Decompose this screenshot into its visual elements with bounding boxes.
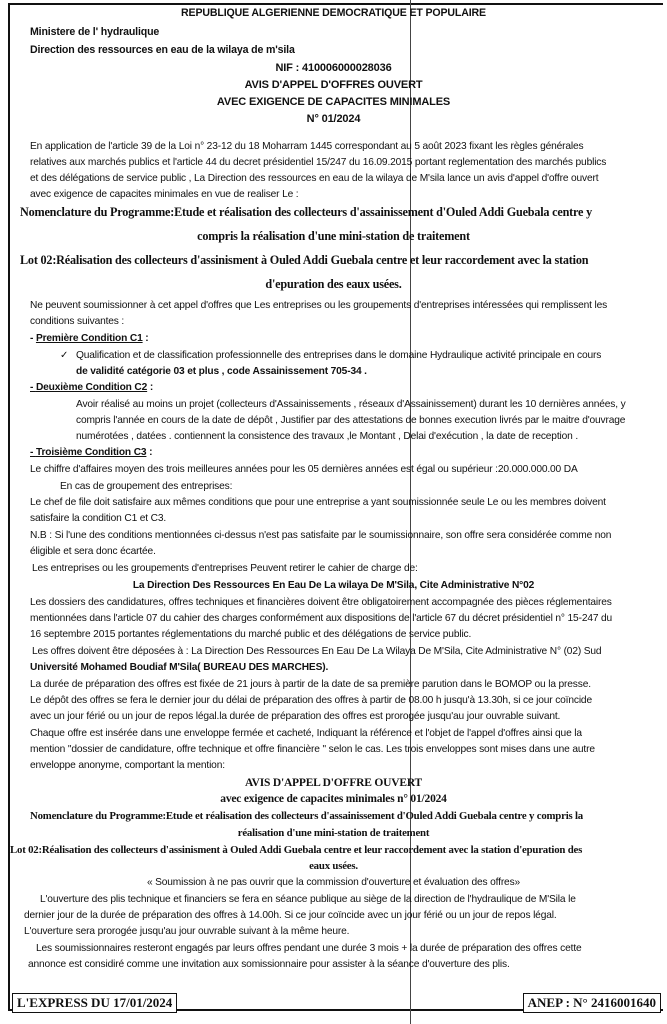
opening-line: dernier jour de la durée de préparation des offres à 14.00h. Si ce jour coïncide avec un jour férié ou un jour de repos légal. <box>24 910 557 921</box>
c1-line: de validité catégorie 03 et plus , code Assainissement 705-34 . <box>76 366 367 377</box>
opening-line: L'ouverture sera prorogée jusqu'au jour ouvrable suivant à la même heure. <box>24 926 350 937</box>
eligibility-line: conditions suivantes : <box>30 316 125 327</box>
opening-line: L'ouverture des plis technique et financiers se fera en séance publique au siège de la direction de l'hydraulique de M'Sila le <box>40 894 576 905</box>
c3-line: Le chef de file doit satisfaire aux mêmes conditions que pour une entreprise a yant soumissionnée seule Le ou les membres doivent <box>30 497 606 508</box>
condition-c3-label: Troisième Condition C3 <box>35 447 147 458</box>
body-line: mentionnées dans l'article 07 du cahier des charges conformément aux dispositions de l'article 67 du décret présidentiel n° 15-247 du <box>30 613 613 624</box>
condition-c3-heading: - Troisième Condition C3 : <box>30 447 153 458</box>
envelope-title: AVIS D'APPEL D'OFFRE OUVERT <box>244 777 423 789</box>
program-line: Nomenclature du Programme:Etude et réalisation des collecteurs d'assainissement d'Ouled Addi Guebala centre y <box>20 205 592 219</box>
c2-line: numérotées , datées . contiennent la consistence des travaux ,le Montant , Delai d'exécution , la date de reception . <box>76 431 579 442</box>
body-line: mention "dossier de candidature, offre technique et offre financière " selon le cas. Les trois enveloppes sont mises dans une autre <box>30 744 595 755</box>
nif: NIF : 410006000028036 <box>275 62 392 74</box>
condition-c1-heading: - Première Condition C1 : <box>30 333 149 344</box>
body-line: enveloppe anonyme, comportant la mention: <box>30 760 225 771</box>
envelope-subtitle: avec exigence de capacites minimales n° 01/2024 <box>220 793 447 805</box>
envelope-program: réalisation d'une mini-station de traitement <box>237 827 430 839</box>
body-line: Université Mohamed Boudiaf M'Sila( BUREAU DES MARCHES). <box>30 662 329 673</box>
retrieval-line: Les entreprises ou les groupements d'entreprises Peuvent retirer le cahier de charge de: <box>32 563 418 574</box>
envelope-program: Nomenclature du Programme:Etude et réalisation des collecteurs d'assainissement d'Ouled Addi Guebala centre y compris la <box>30 810 584 822</box>
envelope-lot: Lot 02:Réalisation des collecteurs d'assinisment à Ouled Addi Guebala centre et leur raccordement avec la station d'epuration des <box>10 844 583 856</box>
intro-line: avec exigence de capacites minimales en vue de realiser Le : <box>30 189 299 200</box>
notice-title: AVIS D'APPEL D'OFFRES OUVERT <box>244 79 423 91</box>
direction: Direction des ressources en eau de la wilaya de m'sila <box>30 44 295 56</box>
eligibility-line: Ne peuvent soumissionner à cet appel d'offres que Les entreprises ou les groupements d'entreprises intéressées qui remplissent les <box>30 300 608 311</box>
body-line: Les dossiers des candidatures, offres techniques et financières doivent être obligatoirement accompagnée des pièces réglementaires <box>30 597 612 608</box>
c3-line: Le chiffre d'affaires moyen des trois meilleures années pour les 05 dernières années est égal ou supérieur :20.000.000.00 DA <box>30 464 578 475</box>
checkmark-icon: ✓ <box>60 350 69 361</box>
notice-subtitle: AVEC EXIGENCE DE CAPACITES MINIMALES <box>216 96 451 108</box>
intro-line: relatives aux marchés publics et l'article 44 du decret présidentiel 15/247 du 16.09.2015 portant reglementation des marchés publics <box>30 157 607 168</box>
envelope-lot: eaux usées. <box>309 860 358 872</box>
body-line: Les offres doivent être déposées à : La Direction Des Ressources En Eau De La Wilaya De M'Sila, Cite Administrative N° (02) Sud <box>32 646 602 657</box>
intro-line: et des délégations de service public , La Direction des ressources en eau de la wilaya de M'sila lance un avis d'appel d'offre ouvert <box>30 173 599 184</box>
body-line: La durée de préparation des offres est fixée de 21 jours à partir de la date de sa première parution dans le BOMOP ou la presse. <box>30 679 591 690</box>
notice-number: N° 01/2024 <box>306 113 361 125</box>
newspaper-date: L'EXPRESS DU 17/01/2024 <box>12 993 177 1013</box>
retrieval-address: La Direction Des Ressources En Eau De La wilaya De M'Sila, Cite Administrative N°02 <box>132 580 535 591</box>
body-line: Le dépôt des offres se fera le dernier jour du délai de préparation des offres à partir de 08.00 h jusqu'à 13.30h, si ce jour coïncide <box>30 695 592 706</box>
lot-line: d'epuration des eaux usées. <box>265 277 402 291</box>
condition-c1-label: Première Condition C1 <box>35 333 143 344</box>
c2-line: compris l'année en cours de la date de dépôt , Justifier par des attestations de bonnes execution livrés par le maitre d'ouvrage <box>76 415 626 426</box>
opening-line: annonce est considiré comme une invitation aux somissionnaire pour assister à la séance d'ouverture des plis. <box>28 959 510 970</box>
condition-c2-heading: - Deuxième Condition C2 : <box>30 382 154 393</box>
lot-line: Lot 02:Réalisation des collecteurs d'assinisment à Ouled Addi Guebala centre et leur raccordement avec la station <box>20 253 589 267</box>
body-line: Chaque offre est insérée dans une enveloppe fermée et cacheté, Indiquant la référence et l'objet de l'appel d'offres ainsi que la <box>30 728 582 739</box>
c1-line: Qualification et de classification professionnelle des entreprises dans le domaine Hydraulique activité principale en cours <box>76 350 602 361</box>
program-line: compris la réalisation d'une mini-station de traitement <box>197 229 470 243</box>
ministry: Ministere de l' hydraulique <box>30 26 160 38</box>
intro-line: En application de l'article 39 de la Loi n° 23-12 du 18 Moharram 1445 correspondant au 5 août 2023 fixant les règles générales <box>30 141 584 152</box>
condition-c2-label: Deuxième Condition C2 <box>35 382 148 393</box>
opening-line: Les soumissionnaires resteront engagés par leurs offres pendant une durée 3 mois + la durée de préparation des offres cette <box>36 943 582 954</box>
republic-heading: REPUBLIQUE ALGERIENNE DEMOCRATIQUE ET POPULAIRE <box>181 7 486 19</box>
nb-line: éligible et sera donc écartée. <box>30 546 156 557</box>
nb-line: N.B : Si l'une des conditions mentionnées ci-dessus n'est pas satisfaite par le soumissionnaire, son offre sera considérée comme non <box>30 530 612 541</box>
anep-number: ANEP : N° 2416001640 <box>523 993 661 1013</box>
body-line: 16 septembre 2015 portantes réglementations du marché public et des délégations de service public. <box>30 629 472 640</box>
body-line: avec un jour férié ou un jour de repos légal.la durée de préparation des offres est prorogée jusqu'au jour ouvrable suivant. <box>30 711 561 722</box>
c3-line: En cas de groupement des entreprises: <box>60 481 233 492</box>
c2-line: Avoir réalisé au moins un projet (collecteurs d'Assainissements , réseaux d'Assainissement) durant les 10 dernières années, y <box>76 399 626 410</box>
envelope-mention: « Soumission à ne pas ouvrir que la commission d'ouverture et évaluation des offres» <box>146 877 521 888</box>
c3-line: satisfaire la condition C1 et C3. <box>30 513 167 524</box>
